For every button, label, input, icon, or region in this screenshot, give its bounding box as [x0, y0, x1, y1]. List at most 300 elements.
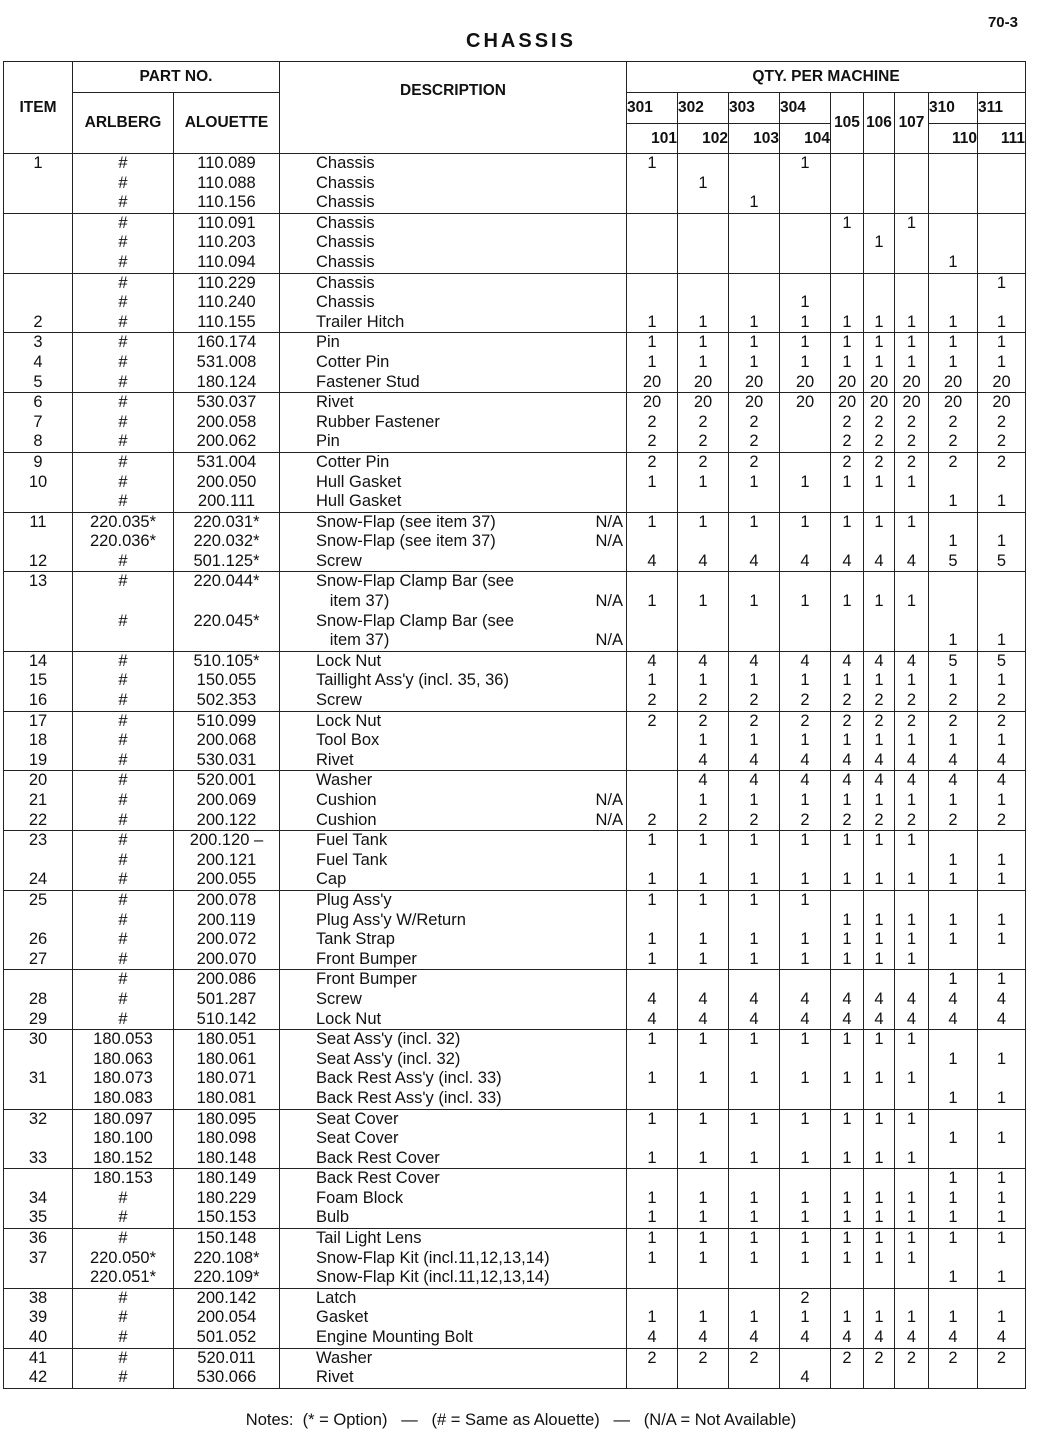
arlberg-part-no: # [73, 970, 174, 990]
qty-cell: 1 [895, 911, 929, 931]
alouette-part-no: 180.071 [174, 1069, 280, 1089]
qty-cell: 2 [831, 811, 864, 831]
qty-cell: 1 [864, 1030, 895, 1050]
qty-cell: 1 [627, 1308, 678, 1328]
qty-cell [831, 293, 864, 313]
row-group [4, 970, 1026, 1030]
qty-cell [864, 492, 895, 512]
qty-cell [978, 233, 1026, 253]
item-number: 24 [4, 870, 73, 890]
qty-cell: 1 [895, 333, 929, 353]
qty-cell: 4 [831, 771, 864, 791]
table-row [4, 791, 1026, 811]
alouette-part-no: 180.081 [174, 1089, 280, 1109]
qty-cell [678, 1288, 729, 1308]
table-row [4, 612, 1026, 632]
qty-cell [780, 1169, 831, 1189]
qty-cell: 4 [780, 1010, 831, 1030]
qty-cell: 2 [895, 452, 929, 472]
alouette-part-no: 200.119 [174, 911, 280, 931]
description-text: Back Rest Cover [316, 1169, 440, 1188]
qty-cell: 1 [729, 1229, 780, 1249]
qty-cell: 1 [729, 930, 780, 950]
qty-cell: 2 [864, 711, 895, 731]
qty-cell: 1 [864, 1249, 895, 1269]
qty-cell: 1 [678, 1249, 729, 1269]
item-number: 23 [4, 831, 73, 851]
description-text: Seat Ass'y (incl. 32) [316, 1049, 461, 1068]
qty-header: QTY. PER MACHINE [627, 62, 1026, 93]
item-number: 29 [4, 1010, 73, 1030]
model-header: 107 [895, 93, 929, 154]
table-row [4, 911, 1026, 931]
qty-cell [729, 1169, 780, 1189]
qty-cell: 1 [729, 1208, 780, 1228]
qty-cell: 1 [627, 592, 678, 612]
item-number: 13 [4, 572, 73, 592]
qty-cell: 1 [978, 532, 1026, 552]
qty-cell: 2 [864, 413, 895, 433]
qty-cell: 1 [929, 731, 978, 751]
qty-cell: 1 [729, 1189, 780, 1209]
description-cell [280, 452, 627, 472]
alouette-part-no: 510.099 [174, 711, 280, 731]
qty-cell: 20 [729, 393, 780, 413]
qty-cell: 1 [978, 870, 1026, 890]
description-header: DESCRIPTION [280, 62, 627, 154]
qty-cell [978, 193, 1026, 213]
qty-cell: 1 [678, 870, 729, 890]
qty-cell [864, 851, 895, 871]
qty-cell: 4 [864, 990, 895, 1010]
model-header: 311 [978, 93, 1026, 124]
arlberg-part-no: # [73, 691, 174, 711]
qty-cell: 1 [627, 1149, 678, 1169]
description-text: Fuel Tank [316, 850, 388, 869]
qty-cell: 1 [864, 313, 895, 333]
description-cell [280, 1069, 627, 1089]
alouette-part-no: 180.148 [174, 1149, 280, 1169]
qty-cell [978, 213, 1026, 233]
table-row [4, 1348, 1026, 1368]
qty-cell: 4 [729, 651, 780, 671]
qty-cell: 1 [729, 870, 780, 890]
qty-cell: 2 [831, 691, 864, 711]
arlberg-part-no: # [73, 473, 174, 493]
qty-cell: 1 [678, 353, 729, 373]
arlberg-part-no: # [73, 711, 174, 731]
description-cell [280, 831, 627, 851]
description-text: Seat Cover [316, 1109, 399, 1128]
qty-cell: 4 [780, 1328, 831, 1348]
alouette-part-no: 110.229 [174, 273, 280, 293]
qty-cell: 1 [678, 950, 729, 970]
model-header: 303 [729, 93, 780, 124]
description-cell [280, 651, 627, 671]
qty-cell: 4 [895, 751, 929, 771]
qty-cell [780, 911, 831, 931]
arlberg-part-no: # [73, 930, 174, 950]
table-row [4, 691, 1026, 711]
description-cell [280, 990, 627, 1010]
alouette-header: ALOUETTE [174, 93, 280, 154]
qty-cell: 4 [895, 552, 929, 572]
item-number: 7 [4, 413, 73, 433]
description-cell [280, 473, 627, 493]
description-cell [280, 1089, 627, 1109]
qty-cell: 4 [831, 990, 864, 1010]
description-cell [280, 532, 627, 552]
item-number: 42 [4, 1368, 73, 1388]
qty-cell [627, 771, 678, 791]
qty-cell [678, 154, 729, 174]
description-cell [280, 1030, 627, 1050]
description-cell [280, 711, 627, 731]
table-row [4, 1249, 1026, 1269]
model-header-alt: 103 [729, 124, 780, 154]
qty-cell: 2 [864, 691, 895, 711]
qty-cell: 2 [678, 1348, 729, 1368]
qty-cell [831, 572, 864, 592]
qty-cell: 2 [978, 691, 1026, 711]
arlberg-part-no: # [73, 751, 174, 771]
qty-cell: 1 [678, 930, 729, 950]
qty-cell [895, 233, 929, 253]
description-text: Cushion [316, 791, 377, 809]
alouette-part-no: 110.089 [174, 154, 280, 174]
qty-cell: 20 [864, 393, 895, 413]
table-row [4, 1288, 1026, 1308]
table-row [4, 1229, 1026, 1249]
alouette-part-no: 200.055 [174, 870, 280, 890]
item-number [4, 293, 73, 313]
qty-cell: 1 [627, 890, 678, 910]
qty-cell [729, 1288, 780, 1308]
qty-cell: 1 [864, 1109, 895, 1129]
arlberg-part-no: # [73, 353, 174, 373]
row-group [4, 1169, 1026, 1229]
qty-cell: 2 [678, 452, 729, 472]
qty-cell [831, 970, 864, 990]
qty-cell: 4 [929, 1328, 978, 1348]
item-header: ITEM [4, 62, 73, 154]
arlberg-part-no: # [73, 552, 174, 572]
qty-cell: 4 [729, 751, 780, 771]
qty-cell: 1 [678, 1308, 729, 1328]
item-number: 9 [4, 452, 73, 472]
qty-cell: 1 [729, 193, 780, 213]
alouette-part-no: 220.031* [174, 512, 280, 532]
qty-cell [780, 631, 831, 651]
table-row [4, 1050, 1026, 1070]
qty-cell: 2 [729, 413, 780, 433]
description-text: Tank Strap [316, 930, 395, 949]
qty-cell: 4 [978, 751, 1026, 771]
qty-cell: 1 [678, 1030, 729, 1050]
qty-cell [780, 1268, 831, 1288]
qty-cell [780, 532, 831, 552]
qty-cell [780, 432, 831, 452]
table-row [4, 313, 1026, 333]
qty-cell: 2 [627, 691, 678, 711]
qty-cell: 2 [729, 811, 780, 831]
qty-cell: 1 [864, 911, 895, 931]
qty-cell: 1 [678, 1189, 729, 1209]
description-cell [280, 1149, 627, 1169]
item-number [4, 612, 73, 632]
description-cell [280, 751, 627, 771]
alouette-part-no: 530.037 [174, 393, 280, 413]
arlberg-part-no: # [73, 572, 174, 592]
qty-cell: 20 [678, 393, 729, 413]
arlberg-part-no: # [73, 154, 174, 174]
table-row [4, 731, 1026, 751]
item-number: 18 [4, 731, 73, 751]
qty-cell: 2 [929, 432, 978, 452]
qty-cell: 4 [780, 771, 831, 791]
qty-cell: 1 [831, 473, 864, 493]
qty-cell [678, 193, 729, 213]
qty-cell: 4 [831, 1010, 864, 1030]
qty-cell: 2 [895, 413, 929, 433]
item-number: 1 [4, 154, 73, 174]
qty-cell [978, 831, 1026, 851]
item-number: 8 [4, 432, 73, 452]
qty-cell: 1 [895, 671, 929, 691]
qty-cell: 4 [780, 1368, 831, 1388]
row-group [4, 393, 1026, 453]
qty-cell: 1 [780, 592, 831, 612]
qty-cell [929, 1109, 978, 1129]
qty-cell [729, 1089, 780, 1109]
qty-cell: 1 [929, 791, 978, 811]
qty-cell: 1 [864, 950, 895, 970]
qty-cell [978, 1109, 1026, 1129]
qty-cell: 20 [831, 373, 864, 393]
qty-cell [627, 612, 678, 632]
qty-cell [780, 174, 831, 194]
arlberg-part-no: # [73, 671, 174, 691]
description-text: Hull Gasket [316, 492, 402, 511]
description-cell [280, 193, 627, 213]
qty-cell: 4 [895, 1010, 929, 1030]
arlberg-part-no: 180.153 [73, 1169, 174, 1189]
qty-cell: 4 [929, 990, 978, 1010]
qty-cell: 1 [978, 911, 1026, 931]
qty-cell: 2 [978, 1348, 1026, 1368]
arlberg-part-no: 220.051* [73, 1268, 174, 1288]
qty-cell: 4 [780, 651, 831, 671]
qty-cell: 1 [831, 1308, 864, 1328]
qty-cell: 2 [780, 691, 831, 711]
arlberg-part-no: # [73, 831, 174, 851]
item-number: 22 [4, 811, 73, 831]
qty-cell: 1 [627, 1109, 678, 1129]
qty-cell: 1 [831, 592, 864, 612]
qty-cell: 2 [929, 711, 978, 731]
qty-cell: 1 [627, 671, 678, 691]
table-row [4, 811, 1026, 831]
item-number [4, 193, 73, 213]
qty-cell: 2 [627, 711, 678, 731]
qty-cell: 1 [627, 950, 678, 970]
qty-cell: 2 [678, 413, 729, 433]
qty-cell: 2 [978, 711, 1026, 731]
qty-cell: 1 [729, 950, 780, 970]
description-cell [280, 313, 627, 333]
qty-cell [780, 193, 831, 213]
qty-cell: 1 [864, 1069, 895, 1089]
description-text: Pin [316, 333, 340, 352]
qty-cell: 2 [627, 452, 678, 472]
row-group [4, 890, 1026, 969]
qty-cell: 1 [831, 950, 864, 970]
arlberg-part-no: # [73, 950, 174, 970]
qty-cell: 4 [678, 1328, 729, 1348]
model-header: 310 [929, 93, 978, 124]
qty-cell: 2 [831, 1348, 864, 1368]
qty-cell: 1 [831, 671, 864, 691]
qty-cell [978, 1368, 1026, 1388]
qty-cell [780, 1089, 831, 1109]
qty-cell [627, 1050, 678, 1070]
description-cell [280, 911, 627, 931]
qty-cell: 1 [864, 731, 895, 751]
qty-cell: 2 [831, 711, 864, 731]
description-text: Engine Mounting Bolt [316, 1328, 473, 1347]
row-group [4, 1030, 1026, 1109]
qty-cell [895, 1368, 929, 1388]
qty-cell: 1 [895, 1208, 929, 1228]
qty-cell: 1 [978, 731, 1026, 751]
table-row [4, 293, 1026, 313]
arlberg-part-no: 220.035* [73, 512, 174, 532]
qty-cell: 1 [895, 1229, 929, 1249]
qty-cell: 1 [831, 1189, 864, 1209]
qty-cell: 2 [678, 432, 729, 452]
qty-cell [678, 532, 729, 552]
row-group [4, 512, 1026, 572]
table-row [4, 353, 1026, 373]
item-number: 19 [4, 751, 73, 771]
qty-cell [627, 253, 678, 273]
item-number [4, 592, 73, 612]
qty-cell: 1 [831, 1208, 864, 1228]
qty-cell: 2 [978, 432, 1026, 452]
qty-cell [627, 293, 678, 313]
qty-cell: 20 [978, 373, 1026, 393]
qty-cell: 1 [831, 1030, 864, 1050]
description-text: Cap [316, 870, 347, 889]
qty-cell [929, 612, 978, 632]
qty-cell [978, 1069, 1026, 1089]
qty-cell: 1 [929, 253, 978, 273]
description-cell [280, 1249, 627, 1269]
qty-cell: 4 [627, 651, 678, 671]
description-text: Rivet [316, 1368, 354, 1387]
qty-cell: 1 [627, 512, 678, 532]
alouette-part-no: 531.004 [174, 452, 280, 472]
item-number [4, 970, 73, 990]
qty-cell: 1 [627, 154, 678, 174]
item-number: 21 [4, 791, 73, 811]
qty-cell: 1 [864, 512, 895, 532]
qty-cell: 1 [678, 512, 729, 532]
table-row [4, 1129, 1026, 1149]
row-group [4, 333, 1026, 393]
qty-cell [831, 1288, 864, 1308]
table-row [4, 273, 1026, 293]
qty-cell: 20 [678, 373, 729, 393]
qty-cell [678, 1169, 729, 1189]
qty-cell [864, 1368, 895, 1388]
arlberg-part-no: # [73, 432, 174, 452]
qty-cell: 1 [831, 731, 864, 751]
qty-cell: 4 [978, 990, 1026, 1010]
alouette-part-no: 510.105* [174, 651, 280, 671]
description-cell [280, 154, 627, 174]
qty-cell: 4 [895, 771, 929, 791]
qty-cell: 1 [895, 213, 929, 233]
qty-cell [895, 1268, 929, 1288]
not-available-flag: N/A [595, 810, 623, 829]
qty-cell: 20 [929, 373, 978, 393]
qty-cell [929, 1249, 978, 1269]
description-text: Seat Cover [316, 1129, 399, 1148]
qty-cell [929, 293, 978, 313]
qty-cell [780, 970, 831, 990]
description-text: Chassis [316, 273, 375, 292]
qty-cell [831, 273, 864, 293]
qty-cell: 2 [929, 452, 978, 472]
item-number: 20 [4, 771, 73, 791]
qty-cell: 1 [678, 473, 729, 493]
description-cell [280, 1050, 627, 1070]
qty-cell [864, 253, 895, 273]
notes: Notes: (* = Option) — (# = Same as Alouette) — (N/A = Not Available) [245, 1411, 797, 1429]
description-text: Plug Ass'y [316, 890, 392, 909]
qty-cell [864, 193, 895, 213]
table-row [4, 1208, 1026, 1228]
qty-cell: 4 [929, 751, 978, 771]
arlberg-part-no: # [73, 1010, 174, 1030]
qty-cell: 2 [929, 811, 978, 831]
qty-cell: 1 [780, 293, 831, 313]
qty-cell: 1 [895, 930, 929, 950]
alouette-part-no [174, 631, 280, 651]
arlberg-part-no: # [73, 373, 174, 393]
description-text: Chassis [316, 154, 375, 172]
qty-cell: 1 [678, 1069, 729, 1089]
alouette-part-no: 180.098 [174, 1129, 280, 1149]
qty-cell [831, 193, 864, 213]
qty-cell: 1 [678, 1229, 729, 1249]
qty-cell: 1 [978, 1169, 1026, 1189]
qty-cell [729, 1268, 780, 1288]
qty-cell: 1 [678, 1149, 729, 1169]
qty-cell: 1 [864, 1308, 895, 1328]
qty-cell: 1 [678, 671, 729, 691]
qty-cell: 1 [978, 1050, 1026, 1070]
description-cell [280, 731, 627, 751]
qty-cell: 1 [895, 1189, 929, 1209]
qty-cell: 1 [729, 333, 780, 353]
qty-cell [831, 1089, 864, 1109]
qty-cell: 1 [729, 512, 780, 532]
description-text: Screw [316, 551, 362, 570]
qty-cell: 2 [895, 691, 929, 711]
arlberg-part-no: # [73, 1348, 174, 1368]
